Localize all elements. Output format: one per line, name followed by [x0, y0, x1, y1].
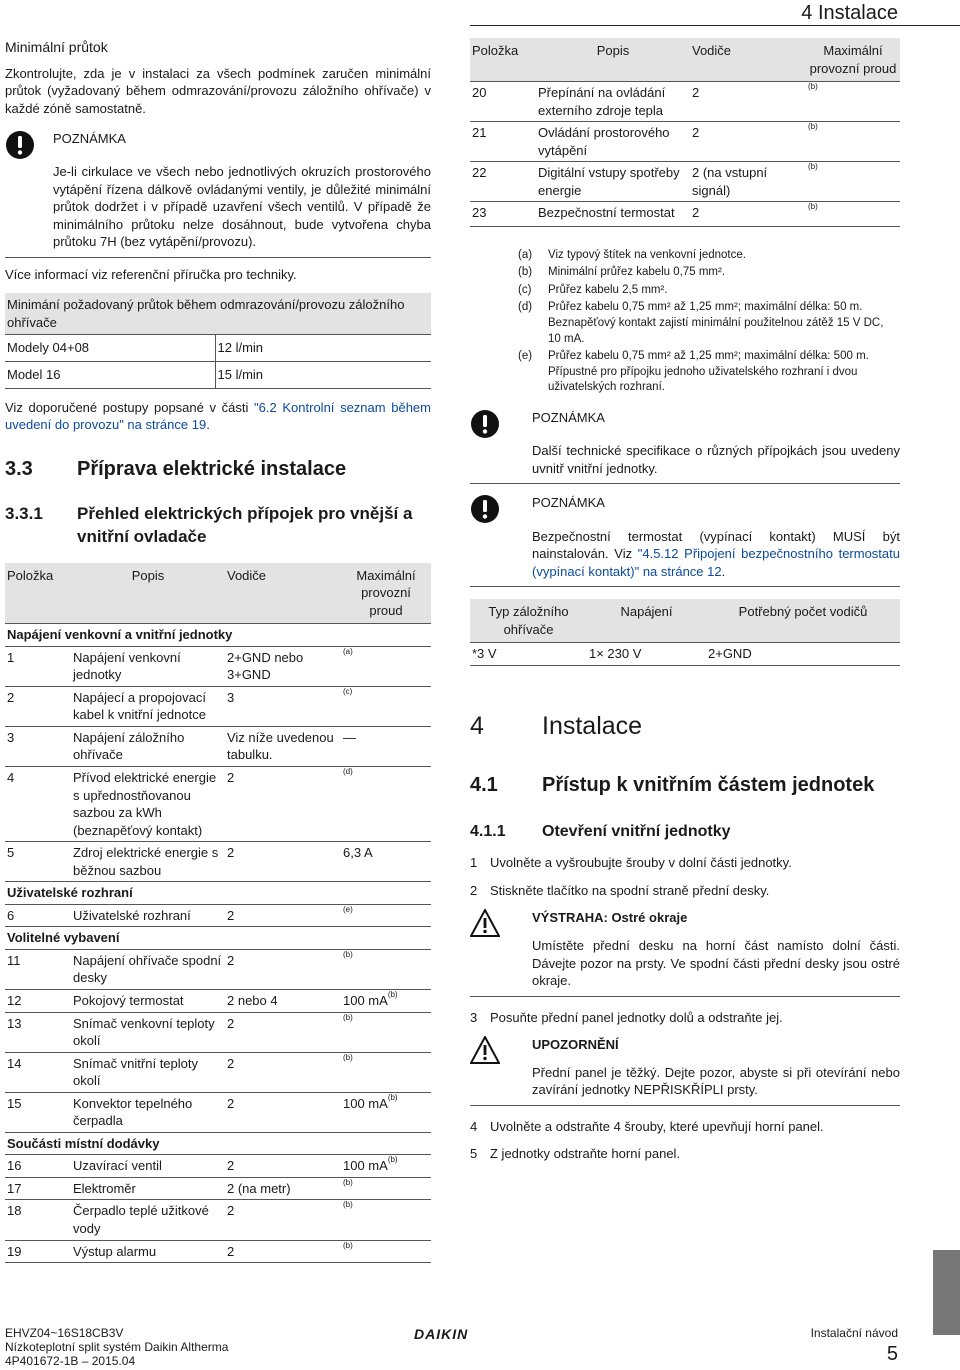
cross-reference-link[interactable]: "4.5.12 Připojení bezpečnostního termostatu (vypínací kontakt)" na stránce 12 [532, 546, 900, 579]
max-current-cell [341, 1240, 431, 1263]
desc-cell: Uživatelské rozhraní [71, 904, 225, 927]
item-cell: 5 [5, 842, 71, 882]
section-heading-4-1-1 [470, 821, 900, 843]
more-info-text: Více informací viz referenční příručka pro techniky. [5, 266, 297, 282]
footer-doc-number: 4P401672-1B – 2015.04 [5, 1353, 136, 1368]
table-row [5, 1155, 431, 1178]
indent [470, 282, 516, 300]
desc-cell: Konvektor tepelného čerpadla [71, 1092, 225, 1132]
note-text [532, 528, 900, 581]
step-number: 5 [470, 1146, 478, 1162]
wiring-table-continued [470, 38, 900, 224]
wires-cell: 2+GND [706, 643, 900, 666]
wires-cell: 2 [225, 1155, 341, 1178]
table-row [470, 82, 900, 122]
note-min-flow [5, 130, 431, 251]
max-current-cell [341, 726, 431, 766]
wires-cell: 2 nebo 4 [225, 990, 341, 1013]
desc-cell: Napájecí a propojovací kabel k vnitřní jednotce [71, 686, 225, 726]
model-cell: Modely 04+08 [5, 335, 215, 362]
item-cell: 19 [5, 1240, 71, 1263]
table-row [5, 990, 431, 1013]
table-row [5, 1200, 431, 1240]
section-number: 4.1.1 [470, 822, 506, 840]
note-specifications [470, 409, 900, 478]
item-cell: 14 [5, 1052, 71, 1092]
step-number: 1 [470, 855, 478, 871]
step-text: Uvolněte a odstraňte 4 šrouby, které upevňují horní panel. [490, 1118, 824, 1134]
max-current-cell [806, 122, 900, 162]
item-cell: 17 [5, 1177, 71, 1200]
table-row [5, 1240, 431, 1263]
footer-model: EHVZ04~16S18CB3V [5, 1326, 124, 1340]
section-number: 4 [470, 712, 484, 741]
warning-text: Umístěte přední desku na horní část namísto dolní části. Dávejte pozor na prsty. Ve spodní části přední desky jsou ostré okraje. [532, 938, 900, 989]
note-text: Další technické specifikace o různých přípojkách jsou uvedeny uvnitř vnitřní jednotky. [532, 443, 900, 476]
table-row [5, 1177, 431, 1200]
table-section-row [5, 927, 431, 950]
wires-cell: 2 [690, 202, 806, 224]
section-label: Napájení venkovní a vnitřní jednotky [5, 624, 431, 647]
footnote-ref: (b) [387, 1092, 398, 1102]
max-current-cell [341, 904, 431, 927]
warning-sharp-edges [470, 909, 900, 989]
wires-cell: 2 [225, 1092, 341, 1132]
footnote-ref: (b) [343, 1177, 353, 1187]
header-wires: Vodiče [227, 567, 267, 583]
item-cell: 21 [470, 122, 536, 162]
header-item: Položka [472, 43, 519, 58]
desc-cell: Uzavírací ventil [71, 1155, 225, 1178]
note-text-body: Bezpečnostní termostat (vypínací kontakt) MUSÍ být nainstalován. Viz [532, 528, 900, 562]
desc-cell: Ovládání prostorového vytápění [536, 122, 690, 162]
step-number: 4 [470, 1118, 478, 1134]
section-label: Součásti místní dodávky [5, 1132, 431, 1155]
table-row [5, 904, 431, 927]
wiring-table [5, 563, 431, 1264]
heater-table-header [470, 599, 900, 643]
footnote-key: (d) [518, 301, 533, 314]
note-text: Je-li cirkulace ve všech nebo jednotlivých okruzích prostorového vytápění řízena dálkově ovládanými ventily, je důležité minimální průtok dodržet i v případě uzavření všech ventilů. V případě že minimálního průtoku nelze dosáhnout, bude vytvořena chyba průtoku 7H (bez vytápění/provozu). [53, 164, 431, 250]
exclamation-icon [470, 494, 506, 580]
section-title: Otevření vnitřní jednotky [542, 822, 731, 840]
footnote-ref: (b) [387, 1155, 398, 1165]
header-type: Typ záložního ohřívače [488, 604, 569, 637]
page-number: 5 [886, 1342, 898, 1365]
cross-reference-link[interactable]: "6.2 Kontrolní seznam během uvedení do provozu" na stránce 19 [5, 399, 431, 433]
max-current-cell [341, 842, 431, 882]
header-desc: Popis [131, 567, 165, 583]
max-current-cell [341, 949, 431, 989]
footnote-ref: (b) [343, 1200, 353, 1210]
max-current-cell [341, 1155, 431, 1178]
item-cell: 23 [470, 202, 536, 224]
wires-cell: 2+GND nebo 3+GND [225, 646, 341, 686]
see-procedures [5, 399, 431, 434]
header-power: Napájení [620, 604, 673, 620]
footnote-ref: (b) [343, 1052, 353, 1062]
footnote-key: (a) [518, 248, 533, 261]
section-title: Přehled elektrických přípojek pro vnější a vnitřní ovladače [77, 503, 413, 546]
divider [470, 586, 900, 587]
indent [470, 247, 516, 265]
desc-cell: Snímač venkovní teploty okolí [71, 1012, 225, 1052]
footnote-ref: (b) [808, 122, 818, 132]
page-header [0, 0, 960, 26]
footnote-ref: (b) [808, 162, 818, 172]
footnote-item [470, 348, 900, 397]
item-cell: 2 [5, 686, 71, 726]
footnote-ref: (d) [343, 766, 353, 776]
table-section-row [5, 624, 431, 647]
item-cell: 12 [5, 990, 71, 1013]
footnote-ref: (c) [343, 686, 353, 696]
wires-cell: Viz níže uvedenou tabulku. [225, 726, 341, 766]
note-safety-thermostat [470, 494, 900, 580]
step-item [470, 882, 900, 900]
footnote-text: Průřez kabelu 0,75 mm² až 1,25 mm²; maximální délka: 50 m. Beznapěťový kontakt zajistí minimální použitelnou zátěž 15 V DC, 10 mA. [548, 301, 884, 345]
desc-cell: Snímač vnitřní teploty okolí [71, 1052, 225, 1092]
footer-product: Nízkoteplotní split systém Daikin Altherma [5, 1339, 229, 1354]
model-cell: Model 16 [5, 362, 215, 389]
caution-title: UPOZORNĚNÍ [532, 1037, 619, 1053]
warning-triangle-icon [470, 909, 506, 989]
backup-heater-table [470, 599, 900, 666]
step-item [470, 1118, 900, 1136]
footer-left [5, 1327, 228, 1368]
left-column [5, 38, 431, 1263]
header-desc: Popis [596, 43, 630, 58]
section-title: Přístup k vnitřním částem jednotek [542, 773, 875, 796]
wires-cell: 2 [690, 122, 806, 162]
max-current-cell [341, 1177, 431, 1200]
divider [470, 996, 900, 997]
max-current-cell [806, 162, 900, 202]
section-number: 3.3 [5, 457, 33, 480]
wires-cell: 2 [225, 1012, 341, 1052]
step-item [470, 1009, 900, 1027]
step-text: Uvolněte a vyšroubujte šrouby v dolní části jednotky. [490, 855, 792, 871]
header-title: 4 Instalace [801, 2, 898, 24]
wiring-table-header [5, 563, 431, 624]
max-current-value: 100 mA [343, 993, 388, 1008]
flow-cell: 12 l/min [215, 335, 431, 362]
header-wires: Vodiče [692, 43, 732, 58]
indent [470, 264, 516, 282]
divider [470, 483, 900, 484]
max-current-cell [806, 82, 900, 122]
section-heading-4-1 [470, 772, 900, 799]
max-current-cell [341, 1012, 431, 1052]
item-cell: 1 [5, 646, 71, 686]
desc-cell: Digitální vstupy spotřeby energie [536, 162, 690, 202]
section-title: Příprava elektrické instalace [77, 457, 347, 480]
wiring-table-header [470, 38, 900, 82]
item-cell: 22 [470, 162, 536, 202]
wires-cell: 2 [225, 1052, 341, 1092]
desc-cell: Čerpadlo teplé užitkové vody [71, 1200, 225, 1240]
table-row [5, 949, 431, 989]
note-title: POZNÁMKA [532, 409, 605, 425]
note-text-suffix: . [721, 563, 726, 579]
indent [470, 299, 516, 348]
section-label: Uživatelské rozhraní [5, 882, 431, 905]
wires-cell: 2 [225, 766, 341, 841]
max-current-cell [341, 686, 431, 726]
footnote-ref: (b) [387, 990, 398, 999]
footnote-ref: (a) [343, 646, 353, 656]
max-current-cell [341, 1052, 431, 1092]
max-current-cell [341, 1200, 431, 1240]
step-text: Z jednotky odstraňte horní panel. [490, 1146, 681, 1162]
step-number: 3 [470, 1009, 478, 1025]
see-procedures-prefix: Viz doporučené postupy popsané v části [5, 399, 255, 415]
desc-cell: Zdroj elektrické energie s běžnou sazbou [71, 842, 225, 882]
item-cell: 4 [5, 766, 71, 841]
item-cell: 6 [5, 904, 71, 927]
indent [470, 348, 516, 397]
section-title: Instalace [542, 712, 643, 741]
chapter-tab [933, 1250, 960, 1335]
table-row [5, 686, 431, 726]
footnotes-list [470, 247, 900, 397]
max-current-value: 6,3 A [343, 845, 373, 861]
steps-list [470, 854, 900, 899]
step-number: 2 [470, 882, 478, 898]
desc-cell: Bezpečnostní termostat [536, 202, 690, 224]
max-current-value: 100 mA [343, 1158, 388, 1174]
desc-cell: Výstup alarmu [71, 1240, 225, 1263]
footer-manual: Instalační návod [810, 1326, 898, 1340]
footnote-ref: (b) [808, 82, 818, 92]
footnote-text: Minimální průřez kabelu 0,75 mm². [548, 266, 726, 279]
wires-cell: 3 [225, 686, 341, 726]
table-row [5, 335, 431, 362]
max-current-cell [341, 646, 431, 686]
table-row [5, 362, 431, 389]
wires-cell: 2 (na metr) [225, 1177, 341, 1200]
daikin-logo: DAIKIN [414, 1326, 469, 1342]
footnote-key: (b) [518, 266, 533, 279]
footer-right [811, 1327, 898, 1366]
divider [470, 1105, 900, 1106]
section-label: Volitelné vybavení [5, 927, 431, 950]
item-cell: 11 [5, 949, 71, 989]
desc-cell: Elektroměr [71, 1177, 225, 1200]
footnote-ref: (b) [343, 949, 353, 959]
footnote-item [470, 282, 900, 300]
section-heading-3-3-1 [5, 503, 431, 549]
desc-cell: Napájení záložního ohřívače [71, 726, 225, 766]
step-item [470, 854, 900, 872]
footnote-key: (c) [518, 283, 532, 296]
max-current-cell [341, 990, 431, 1013]
table-section-row [5, 1132, 431, 1155]
section-heading-4 [470, 710, 900, 744]
caution-text: Přední panel je těžký. Dejte pozor, abyste si při otevírání nebo zavírání jednotky NEPŘISKŘÍPLI prsty. [532, 1064, 900, 1098]
table-section-row [5, 882, 431, 905]
desc-cell: Napájení ohřívače spodní desky [71, 949, 225, 989]
table-row [5, 646, 431, 686]
exclamation-icon [470, 409, 506, 478]
step-item [470, 1145, 900, 1163]
note-title: POZNÁMKA [532, 495, 605, 511]
step-text: Posuňte přední panel jednotky dolů a odstraňte jej. [490, 1009, 783, 1025]
table-row [5, 1052, 431, 1092]
min-flow-table [5, 293, 431, 388]
table-row [5, 1092, 431, 1132]
max-current-cell [341, 766, 431, 841]
item-cell: 13 [5, 1012, 71, 1052]
table-row [470, 162, 900, 202]
wires-cell: 2 [225, 1240, 341, 1263]
steps-list [470, 1118, 900, 1163]
caution-heavy-panel [470, 1036, 900, 1099]
item-cell: 20 [472, 85, 487, 101]
footnote-item [470, 299, 900, 348]
header-wires: Potřebný počet vodičů [738, 604, 868, 620]
right-column [470, 38, 900, 1173]
item-cell: 18 [5, 1200, 71, 1240]
steps-list [470, 1009, 900, 1027]
table-row [470, 643, 900, 666]
header-max: Maximální provozní proud [356, 567, 416, 618]
footnote-key: (e) [518, 350, 533, 363]
wires-cell: 2 [225, 842, 341, 882]
desc-cell: Přepínání na ovládání externího zdroje tepla [538, 85, 666, 118]
desc-cell: Napájení venkovní jednotky [71, 646, 225, 686]
header-item: Položka [7, 567, 54, 583]
min-flow-text: Zkontrolujte, zda je v instalaci za všech podmínek zaručen minimální průtok (vyžadovaný během odmrazování/provozu záložního ohřívače) v každé zóně samostatně. [5, 65, 431, 116]
min-flow-title: Minimální průtok [5, 39, 108, 55]
wires-cell: 2 [225, 904, 341, 927]
table-row [470, 202, 900, 224]
divider [5, 257, 431, 258]
section-number: 3.3.1 [5, 503, 43, 523]
wires-cell: 2 (na vstupní signál) [690, 162, 806, 202]
wires-cell: 2 [692, 85, 700, 101]
wires-cell: 2 [225, 949, 341, 989]
item-cell: 3 [5, 726, 71, 766]
section-number: 4.1 [470, 773, 498, 796]
flow-cell: 15 l/min [215, 362, 431, 389]
divider [470, 226, 900, 227]
warning-title: VÝSTRAHA: Ostré okraje [532, 910, 688, 926]
footnote-ref: (b) [343, 1240, 353, 1250]
desc-cell: Pokojový termostat [71, 990, 225, 1013]
note-title: POZNÁMKA [53, 130, 126, 146]
footnote-item [470, 264, 900, 282]
footnote-ref: (b) [808, 202, 818, 212]
step-text: Stiskněte tlačítko na spodní straně přední desky. [490, 882, 770, 898]
table-row [5, 1012, 431, 1052]
warning-triangle-icon [470, 1036, 506, 1099]
table-row [5, 726, 431, 766]
footnote-text: Průřez kabelu 2,5 mm². [548, 283, 668, 296]
min-flow-table-header: Minimání požadovaný průtok během odmrazování/provozu záložního ohřívače [7, 297, 405, 330]
max-current-value: — [343, 729, 356, 745]
max-current-cell [806, 202, 900, 224]
see-procedures-suffix: . [206, 417, 210, 433]
header-max: Maximální provozní proud [809, 43, 897, 76]
max-current-cell [341, 1092, 431, 1132]
table-row [470, 122, 900, 162]
power-cell: 1× 230 V [587, 643, 706, 666]
item-cell: 16 [5, 1155, 71, 1178]
footnote-text: Průřez kabelu 0,75 mm² až 1,25 mm²; maximální délka: 500 m. Přípustné pro přípojku jednoho uživatelského rozhraní i dvou uživatelských rozhraní. [548, 350, 869, 394]
footnote-ref: (b) [343, 1012, 353, 1022]
section-heading-3-3 [5, 456, 431, 483]
max-current-value: 100 mA [343, 1095, 388, 1111]
footnote-item [470, 247, 900, 265]
item-cell: 15 [5, 1092, 71, 1132]
table-row [5, 842, 431, 882]
desc-cell: Přívod elektrické energie s upřednostňovanou sazbou za kWh (beznapěťový kontakt) [71, 766, 225, 841]
footnote-text: Viz typový štítek na venkovní jednotce. [548, 248, 746, 261]
footnote-ref: (e) [343, 904, 353, 914]
table-row [5, 766, 431, 841]
exclamation-icon [5, 130, 41, 251]
wires-cell: 2 [225, 1200, 341, 1240]
type-cell: *3 V [470, 643, 587, 666]
